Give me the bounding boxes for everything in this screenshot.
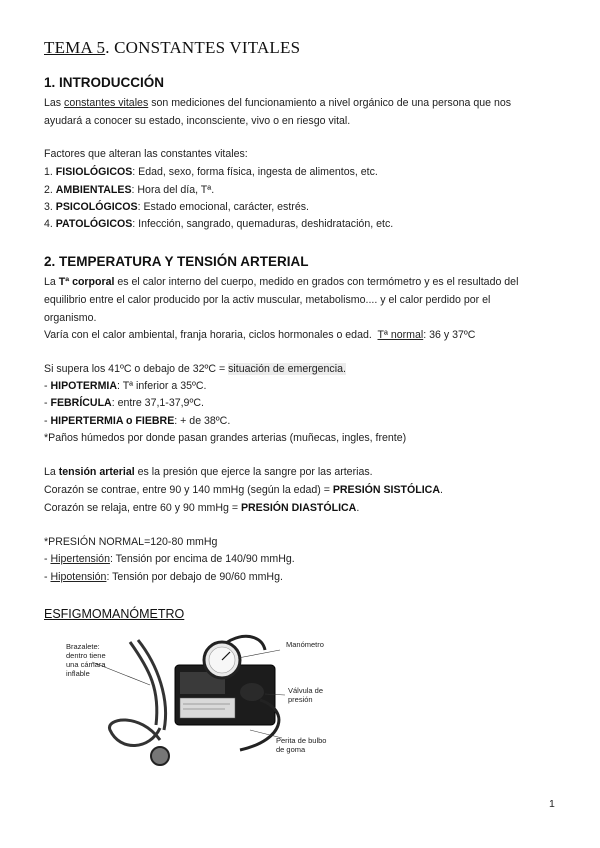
temp-line-1 xyxy=(44,275,518,289)
label-valve-line: Válvula de xyxy=(288,686,324,695)
temp-term: Tª corporal xyxy=(58,276,115,288)
intro-line-1 xyxy=(44,96,511,110)
temp-line-3: organismo. xyxy=(44,312,97,324)
label-cuff-line: dentro tiene xyxy=(66,651,106,660)
intro-term: constantes vitales xyxy=(64,97,149,109)
diastolic-term: PRESIÓN DIASTÓLICA xyxy=(240,502,357,514)
sphygmomanometer-illustration xyxy=(60,630,350,780)
label-gauge-line: Manómetro xyxy=(286,640,324,649)
page-title xyxy=(44,38,300,58)
temp-normal-value: : 36 y 37ºC xyxy=(423,329,476,341)
systolic-line xyxy=(44,483,443,497)
label-valve xyxy=(288,686,323,704)
condition-label: HIPERTERMIA o FIEBRE xyxy=(50,415,175,427)
systolic-post: . xyxy=(439,484,443,496)
temp-post: es el calor interno del cuerpo, medido en grados con termómetro y es el resultado del xyxy=(114,276,519,288)
factor-num: 1. xyxy=(44,166,56,178)
systolic-pre: Corazón se contrae, entre 90 y 140 mmHg (según la edad) = xyxy=(44,484,333,496)
label-cuff-line: una cámara xyxy=(66,660,106,669)
condition-label: FEBRÍCULA xyxy=(50,397,112,409)
factor-item xyxy=(44,217,393,231)
temp-normal-label: Tª normal xyxy=(377,329,424,341)
condition-text: : entre 37,1-37,9ºC. xyxy=(111,397,204,409)
condition-prefix: - xyxy=(44,415,51,427)
factor-label: FISIOLÓGICOS xyxy=(55,166,133,178)
section-heading-introduccion: 1. INTRODUCCIÓN xyxy=(44,75,165,90)
label-bulb-line: Perita de bulbo xyxy=(276,736,327,745)
condition-text: : Tª inferior a 35ºC. xyxy=(117,380,207,392)
hypertension-line xyxy=(44,552,295,566)
factor-num: 2. xyxy=(44,184,56,196)
systolic-term: PRESIÓN SISTÓLICA xyxy=(332,484,440,496)
condition-text: : + de 38ºC. xyxy=(174,415,231,427)
emergency-pre: Si supera los 41ºC o debajo de 32ºC = xyxy=(44,363,229,375)
tension-term: tensión arterial xyxy=(58,466,135,478)
emergency-line xyxy=(44,362,346,376)
temp-pre: La xyxy=(44,276,59,288)
factor-label: PSICOLÓGICOS xyxy=(55,201,138,213)
label-bulb xyxy=(276,736,326,754)
condition-item xyxy=(44,379,206,393)
hyper-text: : Tensión por encima de 140/90 mmHg. xyxy=(109,553,295,565)
tension-pre: La xyxy=(44,466,59,478)
hyper-prefix: - xyxy=(44,553,51,565)
condition-item xyxy=(44,414,230,428)
hyper-label: Hipertensión xyxy=(50,553,110,565)
factor-num: 4. xyxy=(44,218,56,230)
factor-item xyxy=(44,183,214,197)
section-heading-temperatura: 2. TEMPERATURA Y TENSIÓN ARTERIAL xyxy=(44,254,309,269)
label-valve-line: presión xyxy=(288,695,313,704)
temp-line-2: equilibrio entre el calor producido por la activ muscular, metabolismo.... y el calor perdido por el xyxy=(44,294,491,306)
intro-pre: Las xyxy=(44,97,65,109)
hypotension-line xyxy=(44,570,283,584)
label-bulb-line: de goma xyxy=(276,745,306,754)
label-cuff-line: Brazalete: xyxy=(66,642,100,651)
diastolic-line xyxy=(44,501,359,515)
condition-prefix: - xyxy=(44,380,51,392)
temp-line-4 xyxy=(44,328,475,342)
factor-num: 3. xyxy=(44,201,56,213)
emergency-highlight: situación de emergencia. xyxy=(228,363,346,375)
factor-text: : Edad, sexo, forma física, ingesta de alimentos, etc. xyxy=(132,166,378,178)
diastolic-pre: Corazón se relaja, entre 60 y 90 mmHg = xyxy=(44,502,241,514)
factor-label: AMBIENTALES xyxy=(55,184,132,196)
factor-item xyxy=(44,200,309,214)
towels-note: *Paños húmedos por donde pasan grandes arterias (muñecas, ingles, frente) xyxy=(44,432,407,444)
title-rest: . CONSTANTES VITALES xyxy=(105,38,301,57)
intro-post: son mediciones del funcionamiento a nivel orgánico de una persona que nos xyxy=(148,97,512,109)
normal-pressure: *PRESIÓN NORMAL=120-80 mmHg xyxy=(44,536,218,548)
title-number: TEMA 5 xyxy=(44,38,106,57)
diastolic-post: . xyxy=(356,502,360,514)
factors-intro: Factores que alteran las constantes vitales: xyxy=(44,148,248,160)
label-cuff-line: inflable xyxy=(66,669,90,678)
hypo-label: Hipotensión xyxy=(50,571,107,583)
condition-label: HIPOTERMIA xyxy=(50,380,117,392)
temp-line4-pre: Varía con el calor ambiental, franja horaria, ciclos hormonales o edad. xyxy=(44,329,378,341)
page-number: 1 xyxy=(549,798,555,810)
condition-item xyxy=(44,396,204,410)
label-cuff xyxy=(66,642,106,678)
tension-line xyxy=(44,465,373,479)
hypo-text: : Tensión por debajo de 90/60 mmHg. xyxy=(106,571,283,583)
section-heading-esfigmomanometro: ESFIGMOMANÓMETRO xyxy=(44,607,185,621)
intro-line-2: ayudará a conocer su estado, inconsciente, vivo o en riesgo vital. xyxy=(44,115,351,127)
factor-item xyxy=(44,165,378,179)
condition-prefix: - xyxy=(44,397,51,409)
factor-label: PATOLÓGICOS xyxy=(55,218,133,230)
factor-text: : Estado emocional, carácter, estrés. xyxy=(137,201,309,213)
hypo-prefix: - xyxy=(44,571,51,583)
factor-text: : Hora del día, Tª. xyxy=(131,184,215,196)
label-gauge xyxy=(286,640,324,649)
tension-post: es la presión que ejerce la sangre por las arterias. xyxy=(134,466,373,478)
factor-text: : Infección, sangrado, quemaduras, deshidratación, etc. xyxy=(132,218,394,230)
